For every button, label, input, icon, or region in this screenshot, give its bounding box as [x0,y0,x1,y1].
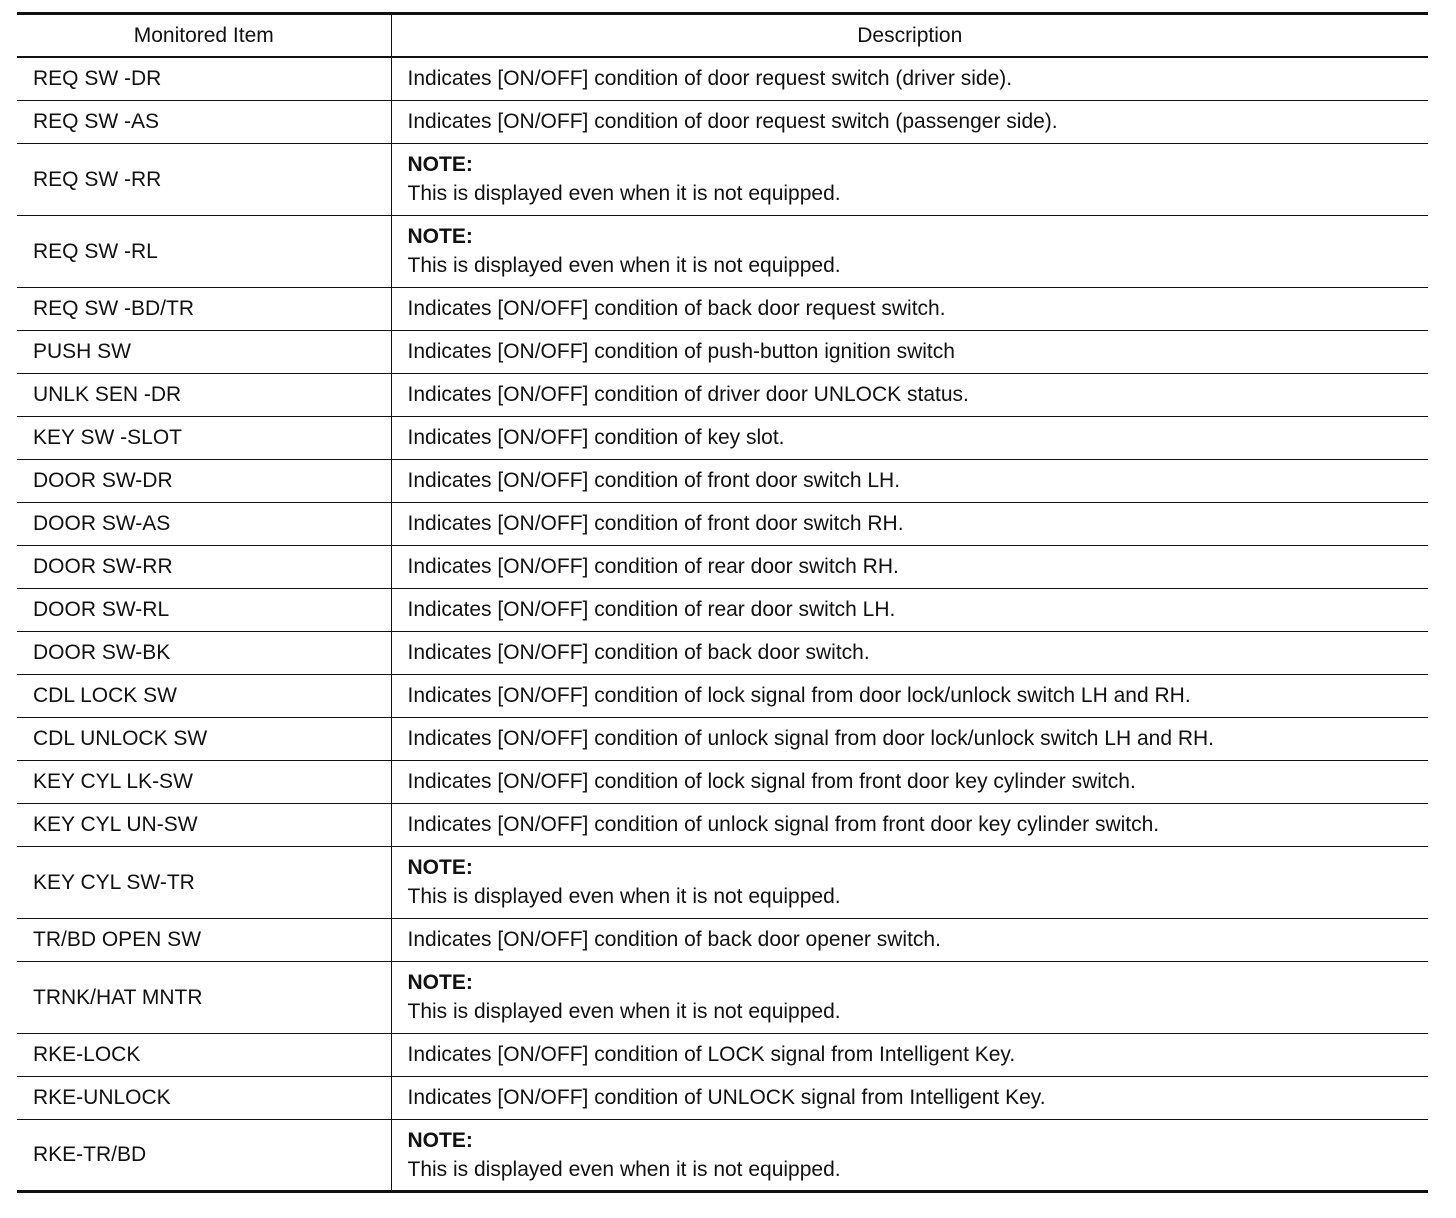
column-header-monitored-item: Monitored Item [17,14,391,58]
monitored-item-cell: CDL LOCK SW [17,674,391,717]
table-row [17,918,1428,961]
description-cell: Indicates [ON/OFF] condition of LOCK signal from Intelligent Key. [391,1033,1428,1076]
monitored-item-cell: REQ SW -RR [17,143,391,215]
description-cell [391,1119,1428,1191]
table-row [17,215,1428,287]
note-label: NOTE: [407,153,473,176]
header-row [17,14,1428,58]
table-row [17,961,1428,1033]
table-row [17,588,1428,631]
description-cell [391,846,1428,918]
monitored-item-cell: RKE-TR/BD [17,1119,391,1191]
monitored-item-cell: DOOR SW-RL [17,588,391,631]
description-cell: Indicates [ON/OFF] condition of back door opener switch. [391,918,1428,961]
table-row [17,143,1428,215]
monitored-item-cell: UNLK SEN -DR [17,373,391,416]
description-cell: Indicates [ON/OFF] condition of front door switch LH. [391,459,1428,502]
column-header-description: Description [391,14,1428,58]
table-row [17,459,1428,502]
table-row [17,373,1428,416]
monitored-item-cell: DOOR SW-AS [17,502,391,545]
monitored-item-cell: TRNK/HAT MNTR [17,961,391,1033]
monitored-item-cell: DOOR SW-DR [17,459,391,502]
monitored-items-table [17,12,1428,1193]
monitored-item-cell: KEY CYL SW-TR [17,846,391,918]
description-cell [391,143,1428,215]
monitored-item-cell: RKE-LOCK [17,1033,391,1076]
monitored-item-cell: TR/BD OPEN SW [17,918,391,961]
description-cell [391,215,1428,287]
description-cell: Indicates [ON/OFF] condition of rear door switch LH. [391,588,1428,631]
table-row [17,1033,1428,1076]
description-cell: Indicates [ON/OFF] condition of front door switch RH. [391,502,1428,545]
table-row [17,1076,1428,1119]
note-text: This is displayed even when it is not equipped. [407,1157,841,1181]
table-row [17,100,1428,143]
monitored-item-cell: CDL UNLOCK SW [17,717,391,760]
table-row [17,502,1428,545]
monitored-item-cell: KEY SW -SLOT [17,416,391,459]
table-row [17,330,1428,373]
table-row [17,287,1428,330]
monitored-item-cell: KEY CYL UN-SW [17,803,391,846]
table-row [17,803,1428,846]
description-cell: Indicates [ON/OFF] condition of rear door switch RH. [391,545,1428,588]
note-text: This is displayed even when it is not equipped. [407,254,841,277]
table-row [17,631,1428,674]
note-label: NOTE: [407,1128,473,1152]
description-cell: Indicates [ON/OFF] condition of back door switch. [391,631,1428,674]
description-cell: Indicates [ON/OFF] condition of door request switch (driver side). [391,57,1428,100]
description-cell: Indicates [ON/OFF] condition of lock signal from front door key cylinder switch. [391,760,1428,803]
note-text: This is displayed even when it is not equipped. [407,1000,841,1023]
description-cell: Indicates [ON/OFF] condition of key slot. [391,416,1428,459]
note-text: This is displayed even when it is not equipped. [407,182,841,205]
monitored-item-cell: REQ SW -RL [17,215,391,287]
description-cell: Indicates [ON/OFF] condition of push-button ignition switch [391,330,1428,373]
monitored-item-cell: REQ SW -AS [17,100,391,143]
table-row [17,846,1428,918]
table-row [17,760,1428,803]
description-cell: Indicates [ON/OFF] condition of unlock signal from front door key cylinder switch. [391,803,1428,846]
monitored-item-cell: DOOR SW-RR [17,545,391,588]
description-cell: Indicates [ON/OFF] condition of back door request switch. [391,287,1428,330]
description-cell: Indicates [ON/OFF] condition of driver door UNLOCK status. [391,373,1428,416]
table-row [17,416,1428,459]
table-row [17,1119,1428,1191]
description-cell: Indicates [ON/OFF] condition of door request switch (passenger side). [391,100,1428,143]
monitored-item-cell: REQ SW -BD/TR [17,287,391,330]
table-row [17,545,1428,588]
table-body [17,57,1428,1191]
monitored-item-cell: REQ SW -DR [17,57,391,100]
table-row [17,57,1428,100]
table-row [17,674,1428,717]
note-label: NOTE: [407,225,473,248]
table-header [17,14,1428,58]
note-label: NOTE: [407,856,473,879]
monitored-item-cell: KEY CYL LK-SW [17,760,391,803]
description-cell [391,961,1428,1033]
description-cell: Indicates [ON/OFF] condition of lock signal from door lock/unlock switch LH and RH. [391,674,1428,717]
description-cell: Indicates [ON/OFF] condition of unlock signal from door lock/unlock switch LH and RH. [391,717,1428,760]
monitored-item-cell: RKE-UNLOCK [17,1076,391,1119]
description-cell: Indicates [ON/OFF] condition of UNLOCK signal from Intelligent Key. [391,1076,1428,1119]
monitored-item-cell: DOOR SW-BK [17,631,391,674]
note-text: This is displayed even when it is not equipped. [407,885,841,908]
table-row [17,717,1428,760]
monitored-item-cell: PUSH SW [17,330,391,373]
note-label: NOTE: [407,971,473,994]
